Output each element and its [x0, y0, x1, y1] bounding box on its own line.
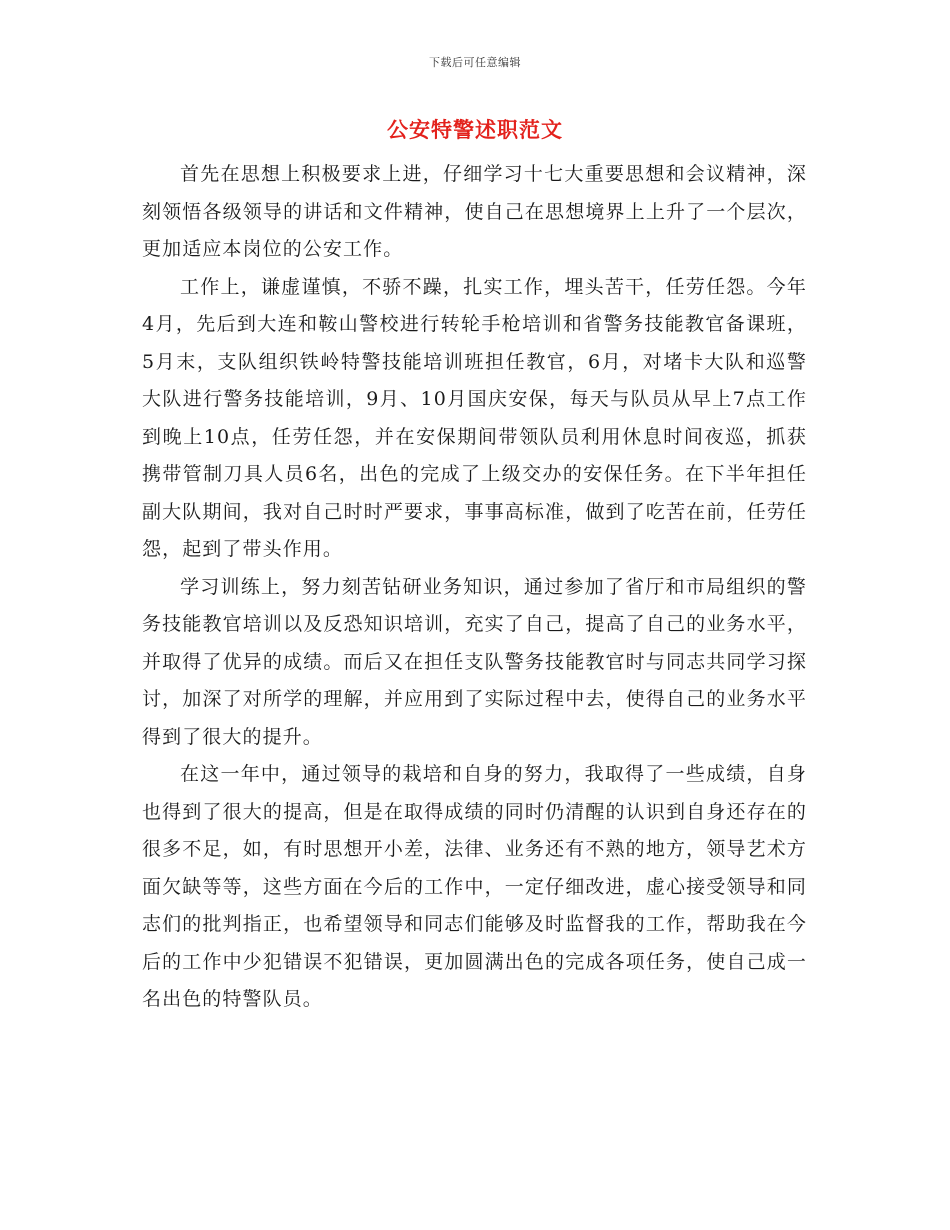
paragraph-3: 学习训练上，努力刻苦钻研业务知识，通过参加了省厅和市局组织的警务技能教官培训以及反恐知识培训，充实了自己，提高了自己的业务水平，并取得了优异的成绩。而后又在担任支队警务技能教官时与同志共同学习探讨，加深了对所学的理解，并应用到了实际过程中去，使得自己的业务水平得到了很大的提升。 [142, 575, 807, 748]
document-title: 公安特警述职范文 [387, 117, 563, 142]
paragraph-1: 首先在思想上积极要求上进，仔细学习十七大重要思想和会议精神，深刻领悟各级领导的讲话和文件精神，使自己在思想境界上上升了一个层次，更加适应本岗位的公安工作。 [142, 163, 807, 260]
paragraph-4: 在这一年中，通过领导的栽培和自身的努力，我取得了一些成绩，自身也得到了很大的提高，但是在取得成绩的同时仍清醒的认识到自身还存在的很多不足，如，有时思想开小差，法律、业务还有不熟的地方，领导艺术方面欠缺等等，这些方面在今后的工作中，一定仔细改进，虚心接受领导和同志们的批判指正，也希望领导和同志们能够及时监督我的工作，帮助我在今后的工作中少犯错误不犯错误，更加圆满出色的完成各项任务，使自己成一名出色的特警队员。 [142, 763, 807, 1010]
document-body [142, 156, 807, 1019]
header-note: 下载后可任意编辑 [429, 56, 521, 69]
paragraph-2: 工作上，谦虚谨慎，不骄不躁，扎实工作，埋头苦干，任劳任怨。今年4月，先后到大连和鞍山警校进行转轮手枪培训和省警务技能教官备课班，5月末，支队组织铁岭特警技能培训班担任教官，6月，对堵卡大队和巡警大队进行警务技能培训，9月、10月国庆安保，每天与队员从早上7点工作到晚上10点，任劳任怨，并在安保期间带领队员利用休息时间夜巡，抓获携带管制刀具人员6名，出色的完成了上级交办的安保任务。在下半年担任副大队期间，我对自己时时严要求，事事高标准，做到了吃苦在前，任劳任怨，起到了带头作用。 [142, 275, 807, 560]
